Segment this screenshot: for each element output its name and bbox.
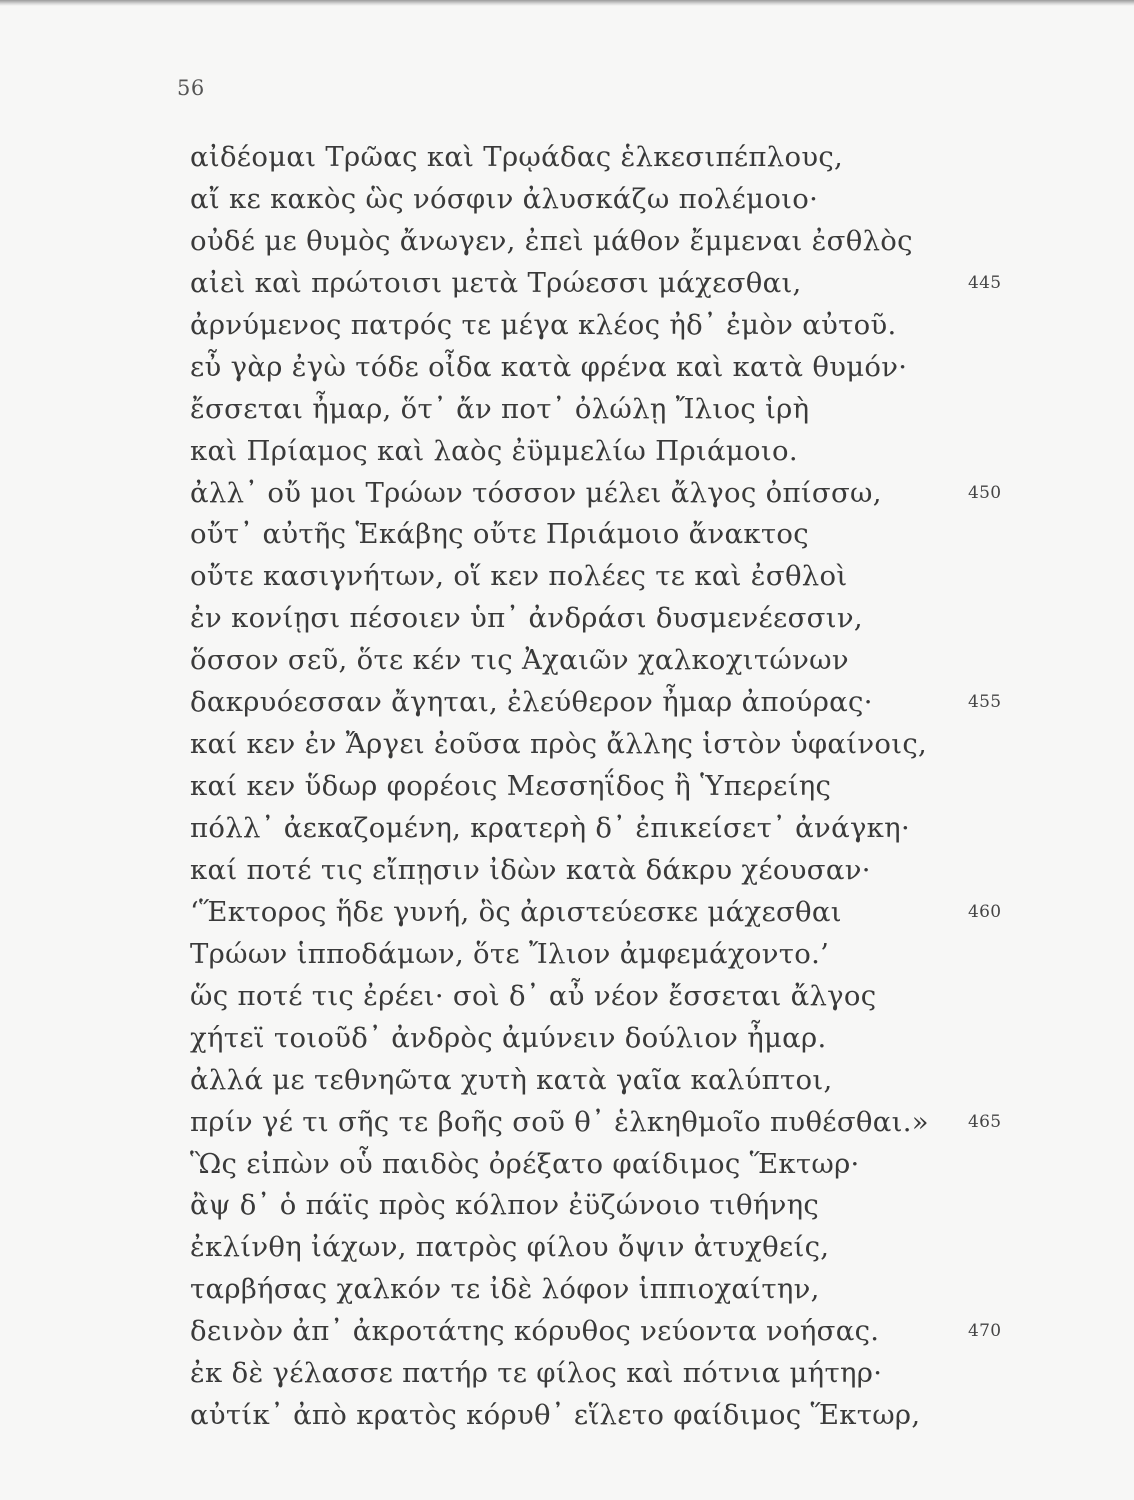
line-number: 470 xyxy=(968,1321,1002,1342)
line-number: 465 xyxy=(968,1111,1002,1132)
verse-text: ἐκ δὲ γέλασσε πατήρ τε φίλος καὶ πότνια μήτηρ· xyxy=(190,1357,883,1390)
verse-text: ἂψ δ᾽ ὁ πάϊς πρὸς κόλπον ἐϋζώνοιο τιθήνης xyxy=(190,1189,820,1222)
verse-text: πρίν γέ τι σῆς τε βοῆς σοῦ θ᾽ ἑλκηθμοῖο πυθέσθαι.» xyxy=(190,1105,929,1138)
verse-line xyxy=(190,1395,1020,1437)
verse-line xyxy=(190,179,1020,221)
verse-text: ἔσσεται ἦμαρ, ὅτ᾽ ἄν ποτ᾽ ὀλώλῃ Ἴλιος ἱρὴ xyxy=(190,392,810,425)
page-top-edge xyxy=(0,0,1134,6)
verse-line xyxy=(190,431,1020,473)
verse-text: αὐτίκ᾽ ἀπὸ κρατὸς κόρυθ᾽ εἵλετο φαίδιμος Ἕκτωρ, xyxy=(190,1399,921,1432)
verse-text: αἴ κε κακὸς ὣς νόσφιν ἀλυσκάζω πολέμοιο· xyxy=(190,182,819,215)
verse-block xyxy=(190,137,1020,1437)
verse-text: χήτεϊ τοιοῦδ᾽ ἀνδρὸς ἀμύνειν δούλιον ἦμαρ. xyxy=(190,1021,827,1054)
verse-line xyxy=(190,1060,1020,1102)
verse-line xyxy=(190,1018,1020,1060)
verse-text: οὔτ᾽ αὐτῆς Ἑκάβης οὔτε Πριάμοιο ἄνακτος xyxy=(190,518,809,551)
verse-text: ὅσσον σεῦ, ὅτε κέν τις Ἀχαιῶν χαλκοχιτώνων xyxy=(190,644,849,677)
verse-line xyxy=(190,682,1020,724)
line-number: 445 xyxy=(968,272,1002,293)
verse-line xyxy=(190,1144,1020,1186)
verse-line xyxy=(190,514,1020,556)
verse-line xyxy=(190,305,1020,347)
line-number: 460 xyxy=(968,901,1002,922)
verse-line xyxy=(190,934,1020,976)
verse-text: Τρώων ἱπποδάμων, ὅτε Ἴλιον ἀμφεμάχοντο.’ xyxy=(190,937,830,970)
verse-line xyxy=(190,850,1020,892)
verse-text: εὖ γὰρ ἐγὼ τόδε οἶδα κατὰ φρένα καὶ κατὰ θυμόν· xyxy=(190,350,908,383)
verse-line xyxy=(190,1353,1020,1395)
verse-line xyxy=(190,1311,1020,1353)
verse-text: καί κεν ἐν Ἄργει ἐοῦσα πρὸς ἄλλης ἱστὸν ὑφαίνοις, xyxy=(190,728,928,761)
verse-line xyxy=(190,976,1020,1018)
verse-line xyxy=(190,137,1020,179)
line-number: 450 xyxy=(968,482,1002,503)
verse-text: ἐν κονίῃσι πέσοιεν ὑπ᾽ ἀνδράσι δυσμενέεσσιν, xyxy=(190,602,863,635)
verse-line xyxy=(190,1185,1020,1227)
verse-text: καὶ Πρίαμος καὶ λαὸς ἐϋμμελίω Πριάμοιο. xyxy=(190,434,798,467)
verse-line xyxy=(190,1102,1020,1144)
verse-line xyxy=(190,892,1020,934)
line-number: 455 xyxy=(968,692,1002,713)
verse-line xyxy=(190,556,1020,598)
verse-text: αἰεὶ καὶ πρώτοισι μετὰ Τρώεσσι μάχεσθαι, xyxy=(190,266,802,299)
verse-text: ἀλλά με τεθνηῶτα χυτὴ κατὰ γαῖα καλύπτοι, xyxy=(190,1063,833,1096)
verse-line xyxy=(190,598,1020,640)
verse-line xyxy=(190,221,1020,263)
verse-text: ὥς ποτέ τις ἐρέει· σοὶ δ᾽ αὖ νέον ἔσσεται ἄλγος xyxy=(190,979,877,1012)
verse-line xyxy=(190,724,1020,766)
verse-text: ἀλλ᾽ οὔ μοι Τρώων τόσσον μέλει ἄλγος ὀπίσσω, xyxy=(190,476,882,509)
verse-text: δακρυόεσσαν ἄγηται, ἐλεύθερον ἦμαρ ἀπούρας· xyxy=(190,686,873,719)
verse-text: καί κεν ὕδωρ φορέοις Μεσσηΐδος ἢ Ὑπερείης xyxy=(190,770,832,803)
verse-line xyxy=(190,347,1020,389)
verse-line xyxy=(190,473,1020,515)
verse-line xyxy=(190,389,1020,431)
verse-text: ἐκλίνθη ἰάχων, πατρὸς φίλου ὄψιν ἀτυχθείς, xyxy=(190,1231,830,1264)
verse-text: ταρβήσας χαλκόν τε ἰδὲ λόφον ἱππιοχαίτην, xyxy=(190,1273,820,1306)
verse-line xyxy=(190,640,1020,682)
verse-text: ‘Ἕκτορος ἥδε γυνή, ὃς ἀριστεύεσκε μάχεσθαι xyxy=(190,895,842,928)
verse-text: Ὣς εἰπὼν οὗ παιδὸς ὀρέξατο φαίδιμος Ἕκτωρ· xyxy=(190,1147,860,1180)
verse-text: ἀρνύμενος πατρός τε μέγα κλέος ἠδ᾽ ἐμὸν αὐτοῦ. xyxy=(190,308,897,341)
verse-text: πόλλ᾽ ἀεκαζομένη, κρατερὴ δ᾽ ἐπικείσετ᾽ ἀνάγκη· xyxy=(190,812,910,844)
verse-line xyxy=(190,1227,1020,1269)
verse-line xyxy=(190,263,1020,305)
verse-text: καί ποτέ τις εἴπῃσιν ἰδὼν κατὰ δάκρυ χέουσαν· xyxy=(190,853,871,886)
verse-text: αἰδέομαι Τρῶας καὶ Τρῳάδας ἑλκεσιπέπλους, xyxy=(190,141,844,173)
verse-text: οὐδέ με θυμὸς ἄνωγεν, ἐπεὶ μάθον ἔμμεναι ἐσθλὸς xyxy=(190,224,913,257)
verse-line xyxy=(190,808,1020,850)
verse-line xyxy=(190,1269,1020,1311)
verse-line xyxy=(190,766,1020,808)
verse-text: δεινὸν ἀπ᾽ ἀκροτάτης κόρυθος νεύοντα νοήσας. xyxy=(190,1315,880,1348)
page-number: 56 xyxy=(177,76,205,100)
verse-text: οὔτε κασιγνήτων, οἵ κεν πολέες τε καὶ ἐσθλοὶ xyxy=(190,560,848,593)
